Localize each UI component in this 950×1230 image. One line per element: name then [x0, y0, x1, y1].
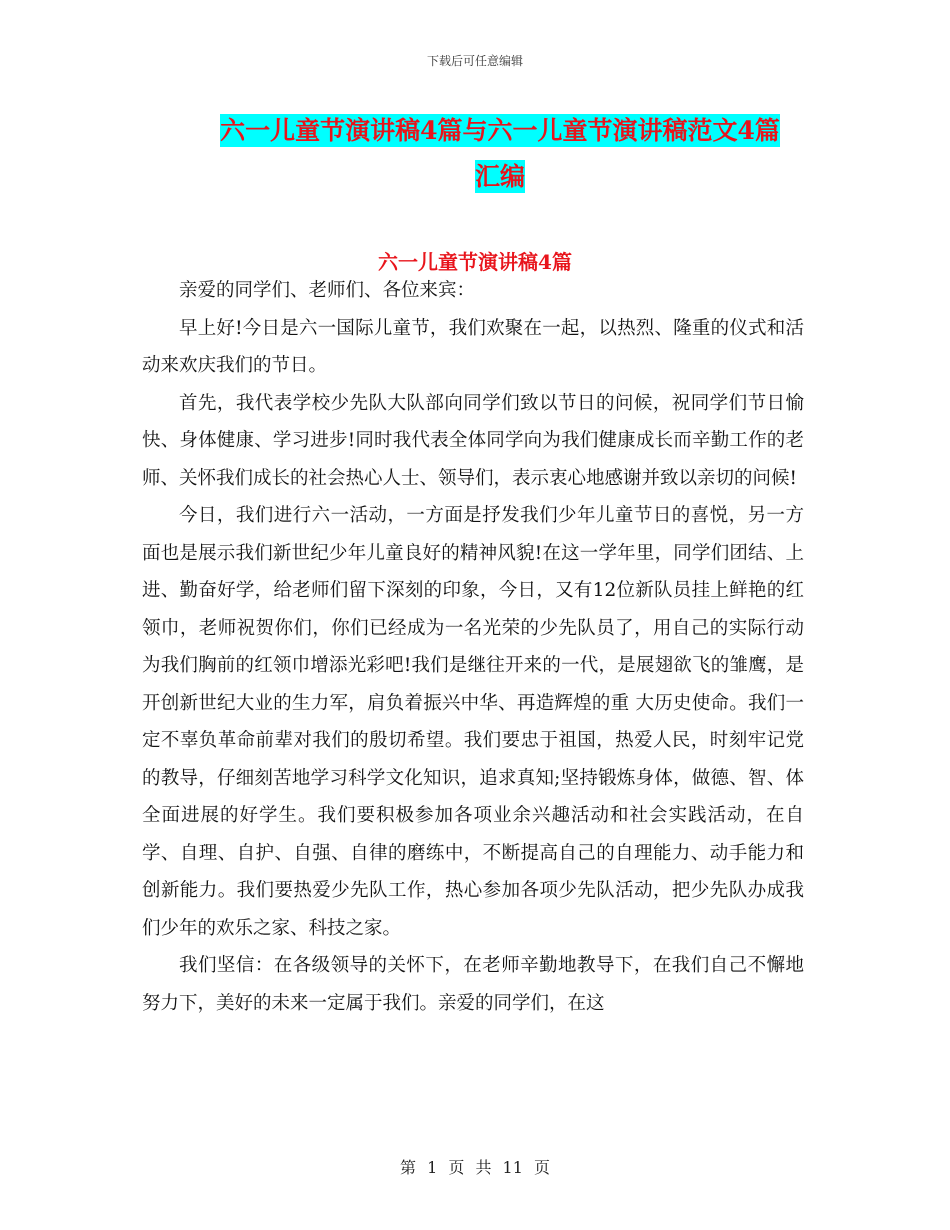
page-header-note: 下载后可任意编辑 — [426, 54, 523, 68]
paragraph-greeting: 亲爱的同学们、老师们、各位来宾： — [179, 280, 476, 301]
document-title — [150, 108, 850, 200]
paragraph: 今日，我们进行六一活动，一方面是抒发我们少年儿童节日的喜悦，另一方面也是展示我们新世纪少年儿童良好的精神风貌!在这一学年里，同学们团结、上进、勤奋好学，给老师们留下深刻的印象，今日，又有12位新队员挂上鲜艳的红领巾，老师祝贺你们，你们已经成为一名光荣的少先队员了，用自己的实际行动为我们胸前的红领巾增添光彩吧!我们是继往开来的一代，是展翅欲飞的雏鹰，是开创新世纪大业的生力军，肩负着振兴中华、再造辉煌的重 大历史使命。我们一定不辜负革命前辈对我们的殷切希望。我们要忠于祖国，热爱人民，时刻牢记党的教导，仔细刻苦地学习科学文化知识，追求真知;坚持锻炼身体，做德、智、体全面进展的好学生。我们要积极参加各项业余兴趣活动和社会实践活动，在自学、自理、自护、自强、自律的磨练中，不断提高自己的自理能力、动手能力和创新能力。我们要热爱少先队工作，热心参加各项少先队活动，把少先队办成我们少年的欢乐之家、科技之家。 — [142, 505, 804, 939]
page-number-footer: 第 1 页 共 11 页 — [400, 1158, 550, 1177]
paragraph: 我们坚信：在各级领导的关怀下，在老师辛勤地教导下，在我们自己不懈地努力下，美好的未来一定属于我们。亲爱的同学们，在这 — [142, 955, 804, 1014]
section-title: 六一儿童节演讲稿4篇 — [378, 250, 572, 274]
document-body — [142, 272, 804, 1022]
document-title-line-1: 六一儿童节演讲稿4篇与六一儿童节演讲稿范文4篇 — [220, 116, 780, 145]
document-title-line-2: 汇编 — [474, 162, 525, 191]
paragraph: 早上好!今日是六一国际儿童节，我们欢聚在一起，以热烈、隆重的仪式和活动来欢庆我们的节日。 — [142, 317, 804, 376]
paragraph: 首先，我代表学校少先队大队部向同学们致以节日的问候，祝同学们节日愉快、身体健康、学习进步!同时我代表全体同学向为我们健康成长而辛勤工作的老师、关怀我们成长的社会热心人士、领导们，表示衷心地感谢并致以亲切的问候! — [142, 392, 804, 489]
